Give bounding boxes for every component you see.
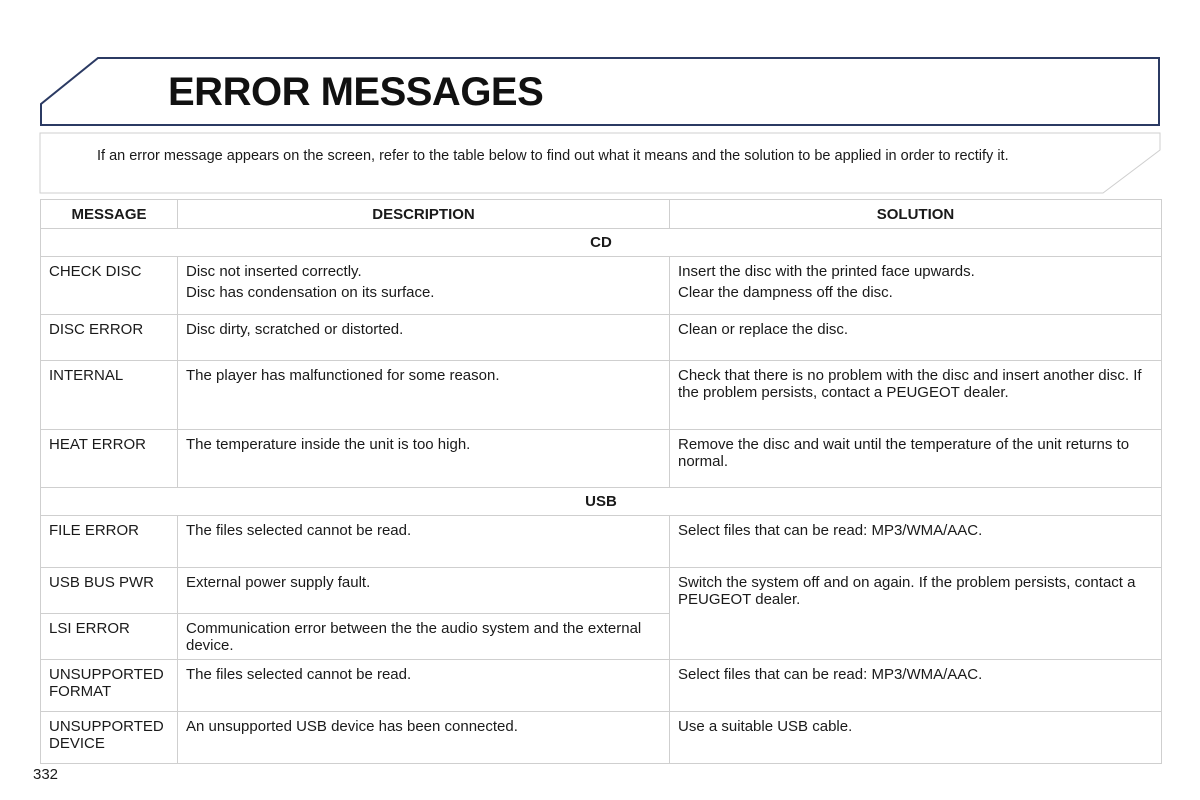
solution-cell: [670, 712, 1162, 764]
description-cell: [178, 660, 670, 712]
message-text: CHECK DISC: [49, 263, 142, 280]
message-text: HEAT ERROR: [49, 436, 146, 453]
description-text: The temperature inside the unit is too high.: [186, 436, 471, 453]
description-cell: [178, 361, 670, 430]
description-text: The files selected cannot be read.: [186, 666, 412, 683]
description-cell: [178, 614, 670, 660]
message-cell: [41, 430, 178, 488]
page-number: 332: [33, 766, 59, 783]
description-text: The player has malfunctioned for some reason.: [186, 367, 500, 384]
solution-text: Insert the disc with the printed face upwards.: [678, 263, 975, 280]
description-text: Disc has condensation on its surface.: [186, 284, 435, 301]
message-text: INTERNAL: [49, 367, 124, 384]
message-cell: [41, 361, 178, 430]
header-message: MESSAGE: [41, 200, 178, 229]
message-text: UNSUPPORTED FORMAT: [49, 666, 164, 700]
message-cell: [41, 614, 178, 660]
solution-text: Clear the dampness off the disc.: [678, 284, 893, 301]
header-solution: SOLUTION: [670, 200, 1162, 229]
message-cell: [41, 257, 178, 315]
message-cell: [41, 712, 178, 764]
message-cell: [41, 315, 178, 361]
message-cell: [41, 516, 178, 568]
description-text: External power supply fault.: [186, 574, 371, 591]
section-label-usb: USB: [41, 488, 1162, 516]
description-text: Disc dirty, scratched or distorted.: [186, 321, 404, 338]
intro-text: If an error message appears on the screen, refer to the table below to find out what it means and the solution to be applied in order to rectify it.: [97, 148, 1009, 164]
message-text: USB BUS PWR: [49, 574, 155, 591]
section-row-cd: [41, 229, 1162, 257]
description-cell: [178, 430, 670, 488]
solution-cell: [670, 315, 1162, 361]
solution-text: Use a suitable USB cable.: [678, 718, 853, 735]
description-text: The files selected cannot be read.: [186, 522, 412, 539]
section-row-usb: [41, 488, 1162, 516]
description-cell: [178, 257, 670, 315]
table-row: [41, 568, 1162, 614]
solution-cell: [670, 568, 1162, 660]
solution-text: Remove the disc and wait until the temperature of the unit returns to normal.: [678, 436, 1130, 470]
description-cell: [178, 315, 670, 361]
solution-text: Clean or replace the disc.: [678, 321, 849, 338]
solution-cell: [670, 660, 1162, 712]
page-title: ERROR MESSAGES: [168, 70, 544, 114]
description-cell: [178, 516, 670, 568]
table-row: [41, 361, 1162, 430]
description-text: Disc not inserted correctly.: [186, 263, 362, 280]
solution-cell: [670, 430, 1162, 488]
description-text: Communication error between the the audio system and the external device.: [186, 620, 642, 654]
message-text: FILE ERROR: [49, 522, 140, 539]
solution-text: Select files that can be read: MP3/WMA/AAC.: [678, 522, 983, 539]
section-label-cd: CD: [41, 229, 1162, 257]
solution-text: Switch the system off and on again. If the problem persists, contact a PEUGEOT dealer.: [678, 574, 1136, 608]
table-row: [41, 712, 1162, 764]
message-cell: [41, 568, 178, 614]
solution-cell: [670, 361, 1162, 430]
description-text: An unsupported USB device has been connected.: [186, 718, 518, 735]
solution-cell: [670, 257, 1162, 315]
header-description: DESCRIPTION: [178, 200, 670, 229]
description-cell: [178, 712, 670, 764]
table-row: [41, 315, 1162, 361]
solution-cell: [670, 516, 1162, 568]
message-text: DISC ERROR: [49, 321, 144, 338]
table-row: [41, 660, 1162, 712]
message-cell: [41, 660, 178, 712]
table-header-row: [41, 200, 1162, 229]
message-text: UNSUPPORTED DEVICE: [49, 718, 164, 752]
table-row: [41, 257, 1162, 315]
message-text: LSI ERROR: [49, 620, 130, 637]
solution-text: Select files that can be read: MP3/WMA/AAC.: [678, 666, 983, 683]
description-cell: [178, 568, 670, 614]
table-row: [41, 430, 1162, 488]
table-row: [41, 516, 1162, 568]
solution-text: Check that there is no problem with the disc and insert another disc. If the problem persists, contact a PEUGEOT dealer.: [678, 367, 1142, 401]
error-messages-table: [40, 199, 1162, 764]
